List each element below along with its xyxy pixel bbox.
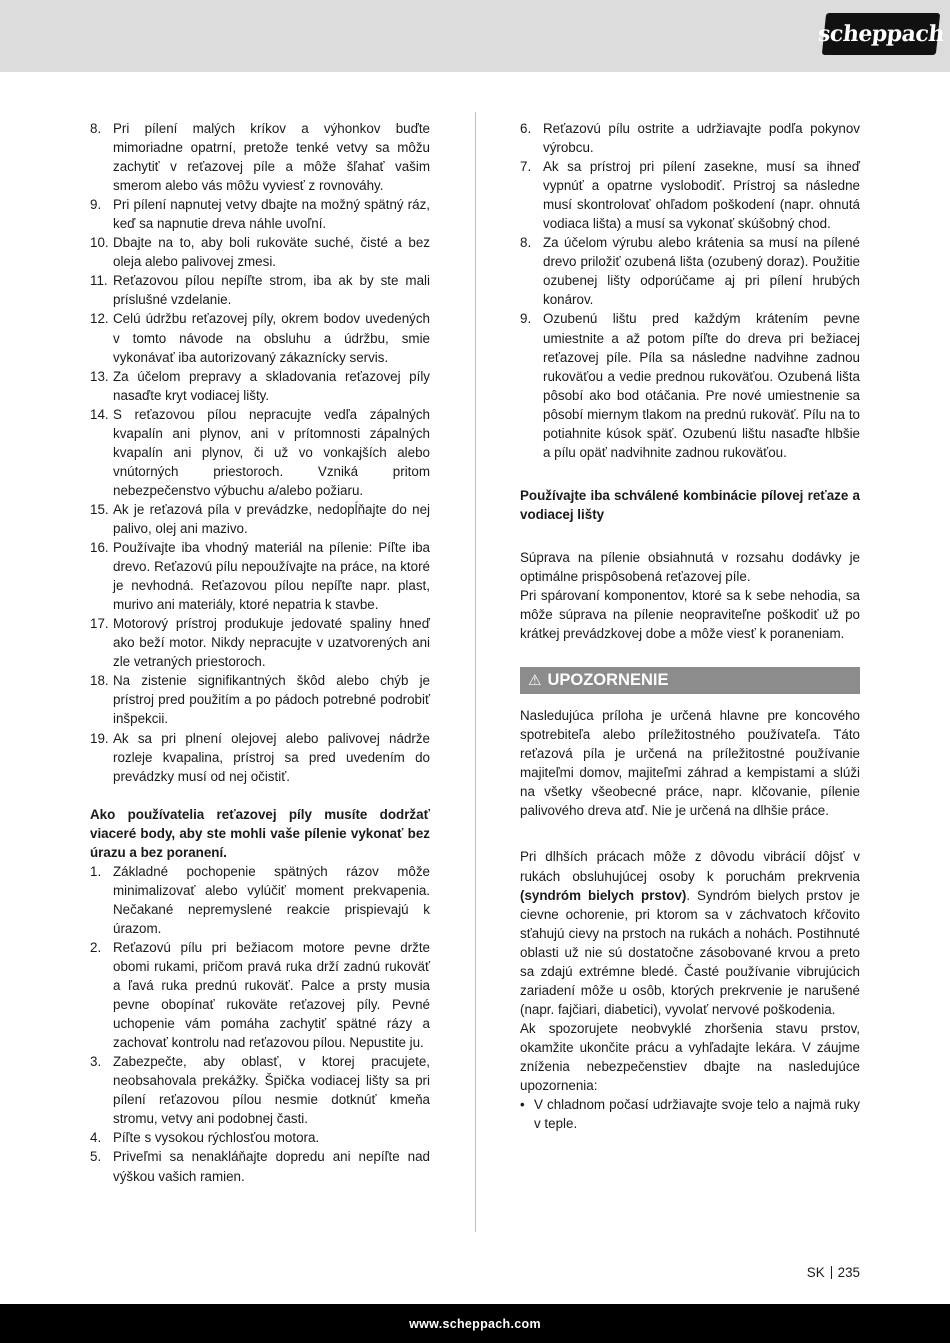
list-item-text: Ak je reťazová píla v prevádzke, nedopĺňajte do nej palivo, olej ani mazivo.: [113, 501, 430, 536]
paragraph-symptoms: Ak spozorujete neobvyklé zhoršenia stavu prstov, okamžite ukončite prácu a vyhľadajte lekára. V záujme zníženia nebezpečenstiev dbajte na nasledujúce upozornenia:: [520, 1020, 860, 1094]
paragraph-mismatch: Pri spárovaní komponentov, ktoré sa k sebe nehodia, sa môže súprava na pílenie neopraviteľne poškodiť už po krátkej prevádzkovej dobe a môže viesť k poraneniam.: [520, 588, 860, 642]
list-item-number: 15.: [90, 501, 109, 517]
list-item-text: Motorový prístroj produkuje jedovaté spaliny hneď ako beží motor. Nikdy nepracujte v uzatvorených ani zle vetraných priestoroch.: [113, 616, 430, 670]
list-item-number: 13.: [90, 368, 109, 384]
kickback-list: [90, 862, 430, 1186]
list-item: [90, 309, 430, 366]
list-item-text: Používajte iba vhodný materiál na pílenie: Píľte iba drevo. Reťazovú pílu nepoužívajte na práce, na ktoré je nevhodná. Reťazovou pílou nepíľte napr. plast, murivo ani materiály, ktoré nepatria k stavbe.: [113, 540, 430, 613]
list-item-number: 18.: [90, 673, 109, 689]
language-code: SK: [806, 1265, 825, 1280]
warning-triangle-icon: ⚠: [528, 672, 542, 690]
list-item-number: 10.: [90, 235, 109, 251]
list-item-number: 9.: [90, 197, 102, 213]
list-item-number: 6.: [520, 121, 532, 136]
list-item-number: 11.: [90, 273, 108, 289]
list-item-number: 12.: [90, 311, 109, 327]
list-item-number: 17.: [90, 616, 109, 632]
list-item-text: Zabezpečte, aby oblasť, v ktorej pracujete, neobsahovala prekážky. Špička vodiacej lišty sa pri pílení reťazovou pílou nesmie dotknúť kmeňa stromu, vetvy ani podobnej časti.: [113, 1054, 430, 1127]
list-item-number: 5.: [90, 1149, 102, 1165]
list-item-text: Priveľmi sa nenakláňajte dopredu ani nepíľte nad výškou vašich ramien.: [113, 1149, 430, 1184]
list-item-text: Za účelom prepravy a skladovania reťazovej píly nasaďte kryt vodiacej lišty.: [113, 368, 430, 403]
list-item-number: 7.: [520, 159, 532, 175]
bullet-dot-icon: •: [520, 1097, 525, 1113]
list-item: [520, 157, 860, 233]
list-item-text: Reťazovú pílu pri bežiacom motore pevne držte obomi rukami, pričom pravá ruka drží zadnú rukoväť a ľavá ruka prednú rukoväť. Palce a prsty musia pevne obopínať rukoväte reťazovej píly. Pevné uchopenie vám pomáha zachytiť spätné rázy a zachovať kontrolu nad reťazovou pílou. Nepustite ju.: [113, 939, 430, 1051]
safety-list-continued: [90, 119, 430, 786]
list-item-text: Ozubenú lištu pred každým krátením pevne umiestnite a až potom píľte do dreva pri bežiacej reťazovej píle. Píla sa následne nadvihne zadnou rukoväťou a vedie prednou rukoväťou. Ozubená lišta pôsobí ako bod otáčania. Pre nové umiestnenie sa pôsobí miernym tlakom na prednú rukoväť. Pílu na to potiahnite kúsok späť. Ozubenú lištu nasaďte hlbšie a pílu opäť nadvihnite zadnou rukoväťou.: [543, 311, 860, 460]
list-item: [90, 938, 430, 1052]
right-column: [520, 119, 860, 1133]
list-item-text: Základné pochopenie spätných rázov môže minimalizovať alebo vylúčiť moment prekvapenia. Nečakané nepremyslené reakcie prispievajú k úrazom.: [113, 863, 430, 936]
column-divider: [475, 112, 476, 1232]
list-item-number: 3.: [90, 1054, 102, 1070]
list-item-text: Za účelom výrubu alebo krátenia sa musí na pílené drevo priložiť ozubená lišta (ozubený doraz). Použitie ozubenej lišty odporúčame aj pri pílení hrubých konárov.: [543, 235, 860, 308]
paragraph-white-finger: Pri dlhších prácach môže z dôvodu vibrácií dôjsť v rukách obsluhujúcej osoby k poruchám prekrvenia (syndróm bielych prstov). Syndróm bielych prstov je cievne ochorenie, pri ktorom sa v záchvatoch kŕčovito sťahujú cievy na prstoch na rukách a nohách. Postihnuté oblasti už nie sú dostatočne zásobované krvou a preto sa zdajú extrémne bledé. Časté používanie vibrujúcich zariadení môže u osôb, ktorých prekrvenie je narušené (napr. fajčiari, diabetici), vyvolať nervové poškodenia.: [520, 849, 860, 1017]
list-item-text: Pri pílení napnutej vetvy dbajte na možný spätný ráz, keď sa napnutie dreva náhle uvoľní.: [113, 197, 430, 232]
list-item: [90, 405, 430, 500]
list-item-number: 2.: [90, 939, 102, 955]
list-item: [90, 614, 430, 671]
list-item: [90, 1128, 430, 1147]
list-item: [90, 195, 430, 233]
list-item: [90, 1147, 430, 1185]
list-item: [90, 671, 430, 728]
list-item: [90, 367, 430, 405]
list-item-text: S reťazovou pílou nepracujte vedľa zápalných kvapalín ani plynov, ani v prítomnosti zápalných kvapalín ani plynov, či už vo vonkajších alebo vnútorných priestoroch. Vzniká pritom nebezpečenstvo výbuchu a/alebo požiaru.: [113, 406, 430, 498]
paragraph-intended-use: Nasledujúca príloha je určená hlavne pre koncového spotrebiteľa alebo príležitostného používateľa. Táto reťazová píla je určená na príležitostné používanie majiteľmi domov, majiteľmi záhrad a kempistami a slúži na všetky všeobecné práce, napr. klčovanie, pílenie palivového dreva atď. Nie je určená na dlhšie práce.: [520, 708, 860, 819]
list-item: [90, 729, 430, 786]
list-item-number: 8.: [520, 235, 532, 251]
list-item-text: Dbajte na to, aby boli rukoväte suché, čisté a bez oleja alebo palivovej zmesi.: [113, 235, 430, 270]
chainsaw-list-continued: [520, 119, 860, 462]
list-item-number: 19.: [90, 730, 109, 746]
list-item: [90, 271, 430, 309]
list-item: [90, 119, 430, 195]
list-item-text: Celú údržbu reťazovej píly, okrem bodov uvedených v tomto návode na obsluhu a údržbu, smie vykonávať iba autorizovaný zákaznícky servis.: [113, 311, 430, 365]
website-url: www.scheppach.com: [409, 1316, 541, 1331]
scheppach-logo: scheppach: [822, 13, 940, 55]
white-finger-term: (syndróm bielych prstov): [520, 887, 687, 903]
warning-banner: [520, 667, 860, 694]
section-heading-user-points: Ako používatelia reťazovej píly musíte dodržať viaceré body, aby ste mohli vaše pílenie vykonať bez úrazu a bez poranení.: [90, 806, 430, 860]
warning-label: UPOZORNENIE: [547, 671, 669, 690]
list-item: [520, 309, 860, 461]
list-item-number: 14.: [90, 406, 109, 422]
bullet-item: • V chladnom počasí udržiavajte svoje telo a najmä ruky v teple.: [520, 1095, 860, 1133]
page-number: [790, 1265, 860, 1280]
list-item: [520, 233, 860, 309]
list-item-text: Na zistenie signifikantných škôd alebo chýb je prístroj pred použitím a po pádoch potrebné podrobiť inšpekcii.: [113, 673, 430, 727]
page-number-value: 235: [837, 1265, 860, 1280]
list-item: [90, 538, 430, 614]
list-item-number: 16.: [90, 540, 109, 556]
footer-bar: [0, 1304, 950, 1343]
header-bar: [0, 0, 950, 72]
list-item: [520, 119, 860, 157]
list-item-number: 4.: [90, 1130, 102, 1146]
list-item: [90, 500, 430, 538]
list-item-text: Pri pílení malých kríkov a výhonkov buďte mimoriadne opatrní, pretože tenké vetvy sa môžu zachytiť v reťazovej píle a môže šľahať vašim smerom alebo vás môžu vyviesť z rovnováhy.: [113, 121, 430, 194]
list-item-number: 1.: [90, 863, 102, 879]
list-item-number: 8.: [90, 121, 102, 136]
list-item: [90, 233, 430, 271]
left-column: [90, 119, 430, 1186]
list-item-text: Píľte s vysokou rýchlosťou motora.: [113, 1130, 320, 1146]
list-item-text: Reťazovú pílu ostrite a udržiavajte podľa pokynov výrobcu.: [543, 121, 860, 156]
paragraph-cutting-set: Súprava na pílenie obsiahnutá v rozsahu dodávky je optimálne prispôsobená reťazovej píle.: [520, 549, 860, 584]
list-item-number: 9.: [520, 311, 532, 327]
list-item-text: Ak sa pri plnení olejovej alebo palivovej nádrže rozleje kvapalina, prístroj sa pred uvedením do prevádzky musí od nej očistiť.: [113, 730, 430, 784]
list-item-text: Reťazovou pílou nepíľte strom, iba ak by ste mali príslušné vzdelanie.: [113, 273, 430, 308]
list-item-text: Ak sa prístroj pri pílení zasekne, musí sa ihneď vypnúť a opatrne vyslobodiť. Prístroj sa následne musí skontrolovať ohľadom poškodení (napr. ohnutá vodiaca lišta) a musí sa vykonať skúšobný chod.: [543, 159, 860, 232]
list-item: [90, 1052, 430, 1128]
list-item: [90, 862, 430, 938]
section-heading-approved-combinations: Používajte iba schválené kombinácie pílovej reťaze a vodiacej lišty: [520, 487, 860, 522]
